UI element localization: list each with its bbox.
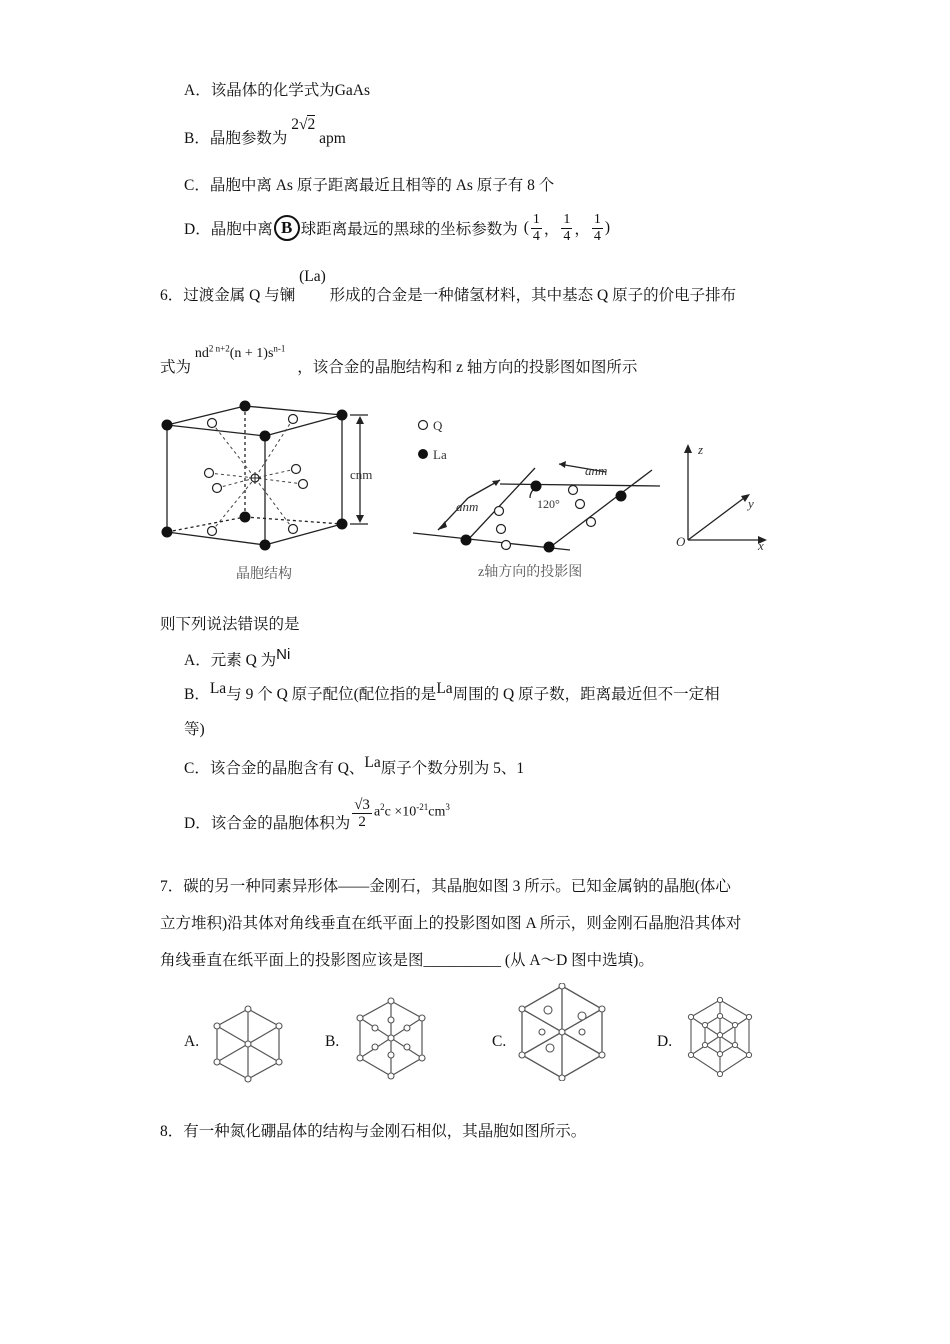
q6-option-b-cont: 等) <box>184 721 205 738</box>
q5-d-mid: 球距离最远的黑球的坐标参数为 <box>300 221 518 238</box>
projection-a-label-left: anm <box>456 499 479 514</box>
q7-option-a-label: A. <box>184 1033 200 1050</box>
q5-option-b <box>184 112 346 148</box>
q7-line2: 立方堆积)沿其体对角线垂直在纸平面上的投影图如图 A 所示，则金刚石晶胞沿其体对 <box>160 915 742 932</box>
q6-line1 <box>160 264 736 304</box>
angle-label: 120° <box>537 497 560 511</box>
q8-line1: 8．有一种氮化硼晶体的结构与金刚石相似，其晶胞如图所示。 <box>160 1123 587 1140</box>
q6-option-a: A．元素 Q 为Ni <box>184 646 291 669</box>
c-dimension-label: cnm <box>350 467 373 482</box>
q6-line2-suffix: ，该合金的晶胞结构和 z 轴方向的投影图如图所示 <box>297 359 638 376</box>
q5-b-radicand: 2 <box>307 116 316 133</box>
axis-z-label: z <box>698 442 704 457</box>
crystal-cell-caption: 晶胞结构 <box>236 567 292 582</box>
q7-figure-a <box>212 1004 284 1084</box>
q7-option-b-label: B. <box>325 1033 340 1050</box>
fraction-3: $\frac{1}{4}$ <box>593 211 601 244</box>
q6-option-c: C．该合金的晶胞含有 Q、La原子个数分别为 5、1 <box>184 754 525 777</box>
projection-a-label-top: anm <box>585 463 608 478</box>
q7-figure-c <box>516 983 608 1081</box>
fraction-2: $\frac{1}{4}$ <box>563 211 571 244</box>
projection-caption: z轴方向的投影图 <box>478 565 583 580</box>
q6-line1-prefix: 6．过渡金属 Q 与镧 <box>160 287 296 304</box>
q6-option-b: B．La与 9 个 Q 原子配位(配位指的是La周围的 Q 原子数，距离最近但不一定相 <box>184 680 720 703</box>
q6-crystal-cell-figure <box>150 392 390 588</box>
q6-option-d <box>184 790 450 836</box>
q5-option-c: C．晶胞中离 As 原子距离最近且相等的 As 原子有 8 个 <box>184 177 555 194</box>
sqrt-sign: √ <box>298 116 308 133</box>
legend-q-label: Q <box>433 418 443 433</box>
axis-x-label: x <box>758 538 764 553</box>
q6-electron-config: $nd^{2 n+2}(n + 1)s^{n-1}$ <box>194 343 286 361</box>
q5-d-open: ( <box>523 219 529 236</box>
q6-line2 <box>160 340 637 374</box>
q7-line3: 角线垂直在纸平面上的投影图应该是图__________ (从 A～D 图中选填)。 <box>160 952 654 969</box>
q6-question: 则下列说法错误的是 <box>160 616 300 633</box>
volume-fraction: $\frac{√3}{2}$ <box>354 796 370 830</box>
ball-b-icon: B <box>274 215 300 241</box>
fraction-1: $\frac{1}{4}$ <box>532 211 540 244</box>
q5-option-d <box>184 206 610 250</box>
q7-figure-b <box>354 996 428 1082</box>
q5-d-prefix: D．晶胞中离 <box>184 221 273 238</box>
legend-la-marker <box>418 449 428 459</box>
q6-d-prefix: D．该合金的晶胞体积为 <box>184 815 351 832</box>
axis-origin-label: O <box>676 534 686 549</box>
q6-axes-figure <box>670 436 780 556</box>
q5-option-a: A．该晶体的化学式为GaAs <box>184 82 370 99</box>
q7-line1: 7．碳的另一种同素异形体——金刚石，其晶胞如图 3 所示。已知金属钠的晶胞(体心 <box>160 878 731 895</box>
axis-y-label: y <box>748 496 754 511</box>
q7-option-d-label: D. <box>657 1033 673 1050</box>
q6-projection-figure <box>410 408 660 588</box>
q5-d-close: ) <box>604 219 611 236</box>
q5-b-coef: 2 <box>291 116 299 133</box>
volume-expression: $a^2c \times 10^{-21}cm^3$ <box>373 801 450 820</box>
q6-line2-prefix: 式为 <box>160 359 192 376</box>
q7-option-c-label: C. <box>492 1033 507 1050</box>
q6-la-paren: (La) <box>299 268 326 285</box>
q5-d-sep2: ， <box>574 221 590 238</box>
q5-b-unit: apm <box>319 130 346 147</box>
q5-option-b-prefix: B．晶胞参数为 <box>184 130 288 147</box>
q6-line1-suffix: 形成的合金是一种储氢材料，其中基态 Q 原子的价电子排布 <box>329 287 737 304</box>
q7-figure-d <box>686 996 754 1080</box>
q5-d-sep1: ， <box>543 221 560 238</box>
legend-la-label: La <box>433 447 447 462</box>
legend-q-marker <box>419 421 428 430</box>
